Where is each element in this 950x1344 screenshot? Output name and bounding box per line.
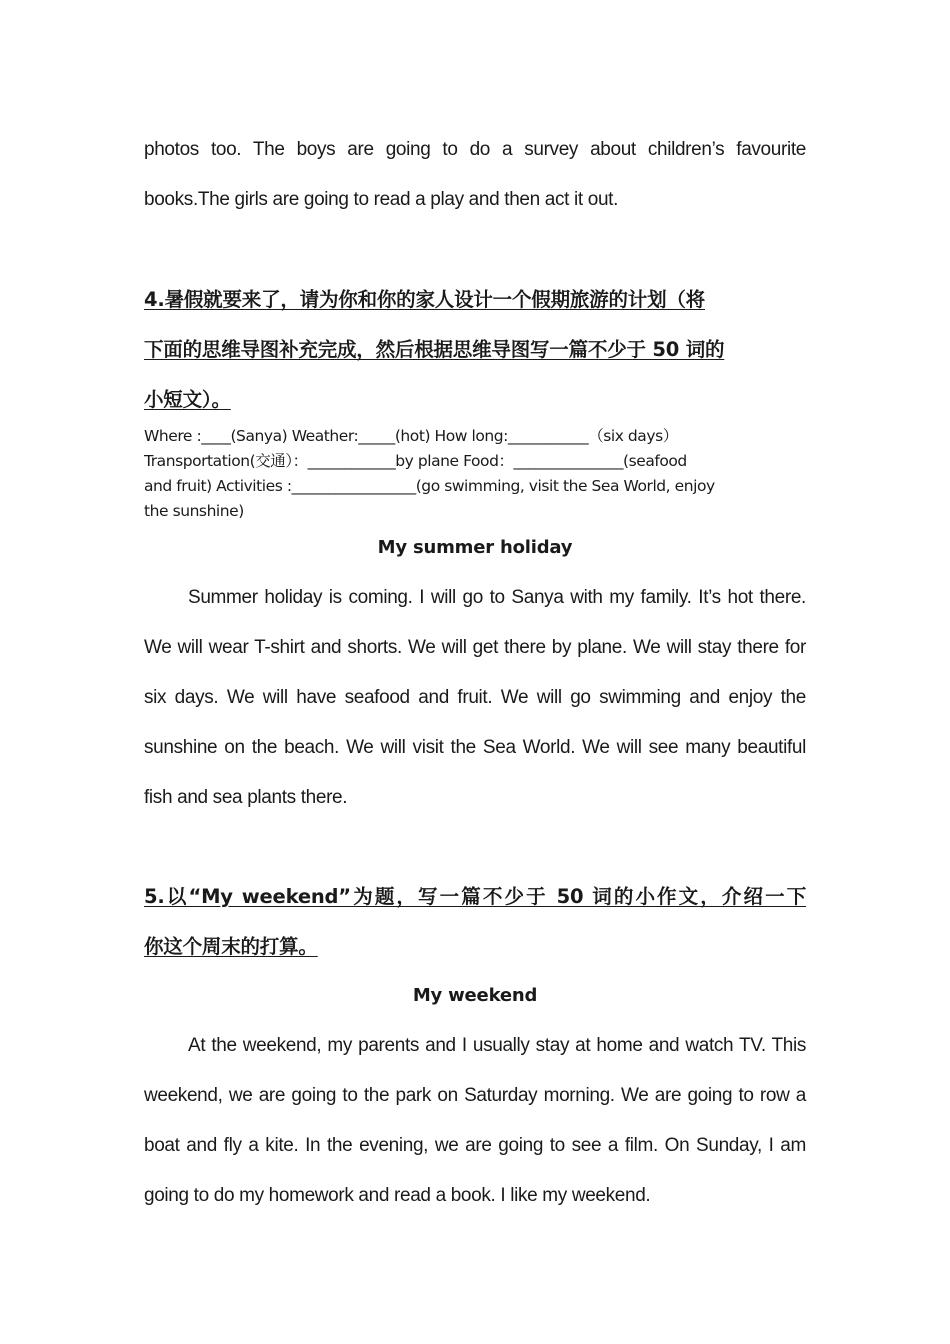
mind-map-line-4: the sunshine) — [144, 502, 244, 520]
essay-2-title: My weekend — [412, 985, 538, 1006]
question-5-line-2: 你这个周末的打算。 — [144, 935, 318, 958]
mind-map-line-2: Transportation(交通）：____________by plane Food：_______________(seafood — [144, 452, 687, 470]
intro-line-2: books.The girls are going to read a play and then act it out. — [144, 189, 619, 210]
essay-2-line-1: At the weekend, my parents and I usually stay at home and watch TV. This — [188, 1035, 806, 1056]
essay-1-line-1: Summer holiday is coming. I will go to Sanya with my family. It’s hot there. — [188, 587, 806, 608]
question-4-line-1: 4.暑假就要来了，请为你和你的家人设计一个假期旅游的计划（将 — [144, 288, 705, 311]
question-4-line-2: 下面的思维导图补充完成，然后根据思维导图写一篇不少于 50 词的 — [144, 338, 725, 361]
intro-line-1: photos too. The boys are going to do a survey about children’s favourite — [144, 139, 806, 160]
essay-1-line-5: fish and sea plants there. — [144, 787, 348, 808]
essay-2-body — [144, 1021, 806, 1221]
essay-1-line-2: We will wear T-shirt and shorts. We will get there by plane. We will stay there for — [144, 637, 806, 658]
question-4-heading — [144, 275, 806, 425]
essay-1-line-4: sunshine on the beach. We will visit the Sea World. We will see many beautiful — [144, 737, 806, 758]
mind-map-line-3: and fruit) Activities :_________________(go swimming, visit the Sea World, enjoy — [144, 477, 715, 495]
essay-1-body — [144, 573, 806, 823]
question-4-line-3: 小短文）。 — [144, 388, 231, 411]
essay-2-line-4: going to do my homework and read a book. I like my weekend. — [144, 1185, 651, 1206]
mind-map-prompt — [144, 424, 806, 524]
question-5-heading — [144, 872, 806, 972]
question-5-line-1: 5.以“My weekend”为题，写一篇不少于 50 词的小作文，介绍一下 — [144, 885, 806, 908]
intro-paragraph — [144, 125, 806, 225]
mind-map-line-1: Where :____(Sanya) Weather:_____(hot) How long:___________（six days） — [144, 427, 678, 445]
essay-2-line-2: weekend, we are going to the park on Saturday morning. We are going to row a — [144, 1085, 806, 1106]
essay-1-line-3: six days. We will have seafood and fruit. We will go swimming and enjoy the — [144, 687, 806, 708]
essay-2-line-3: boat and fly a kite. In the evening, we are going to see a film. On Sunday, I am — [144, 1135, 806, 1156]
essay-1-title: My summer holiday — [377, 537, 573, 558]
